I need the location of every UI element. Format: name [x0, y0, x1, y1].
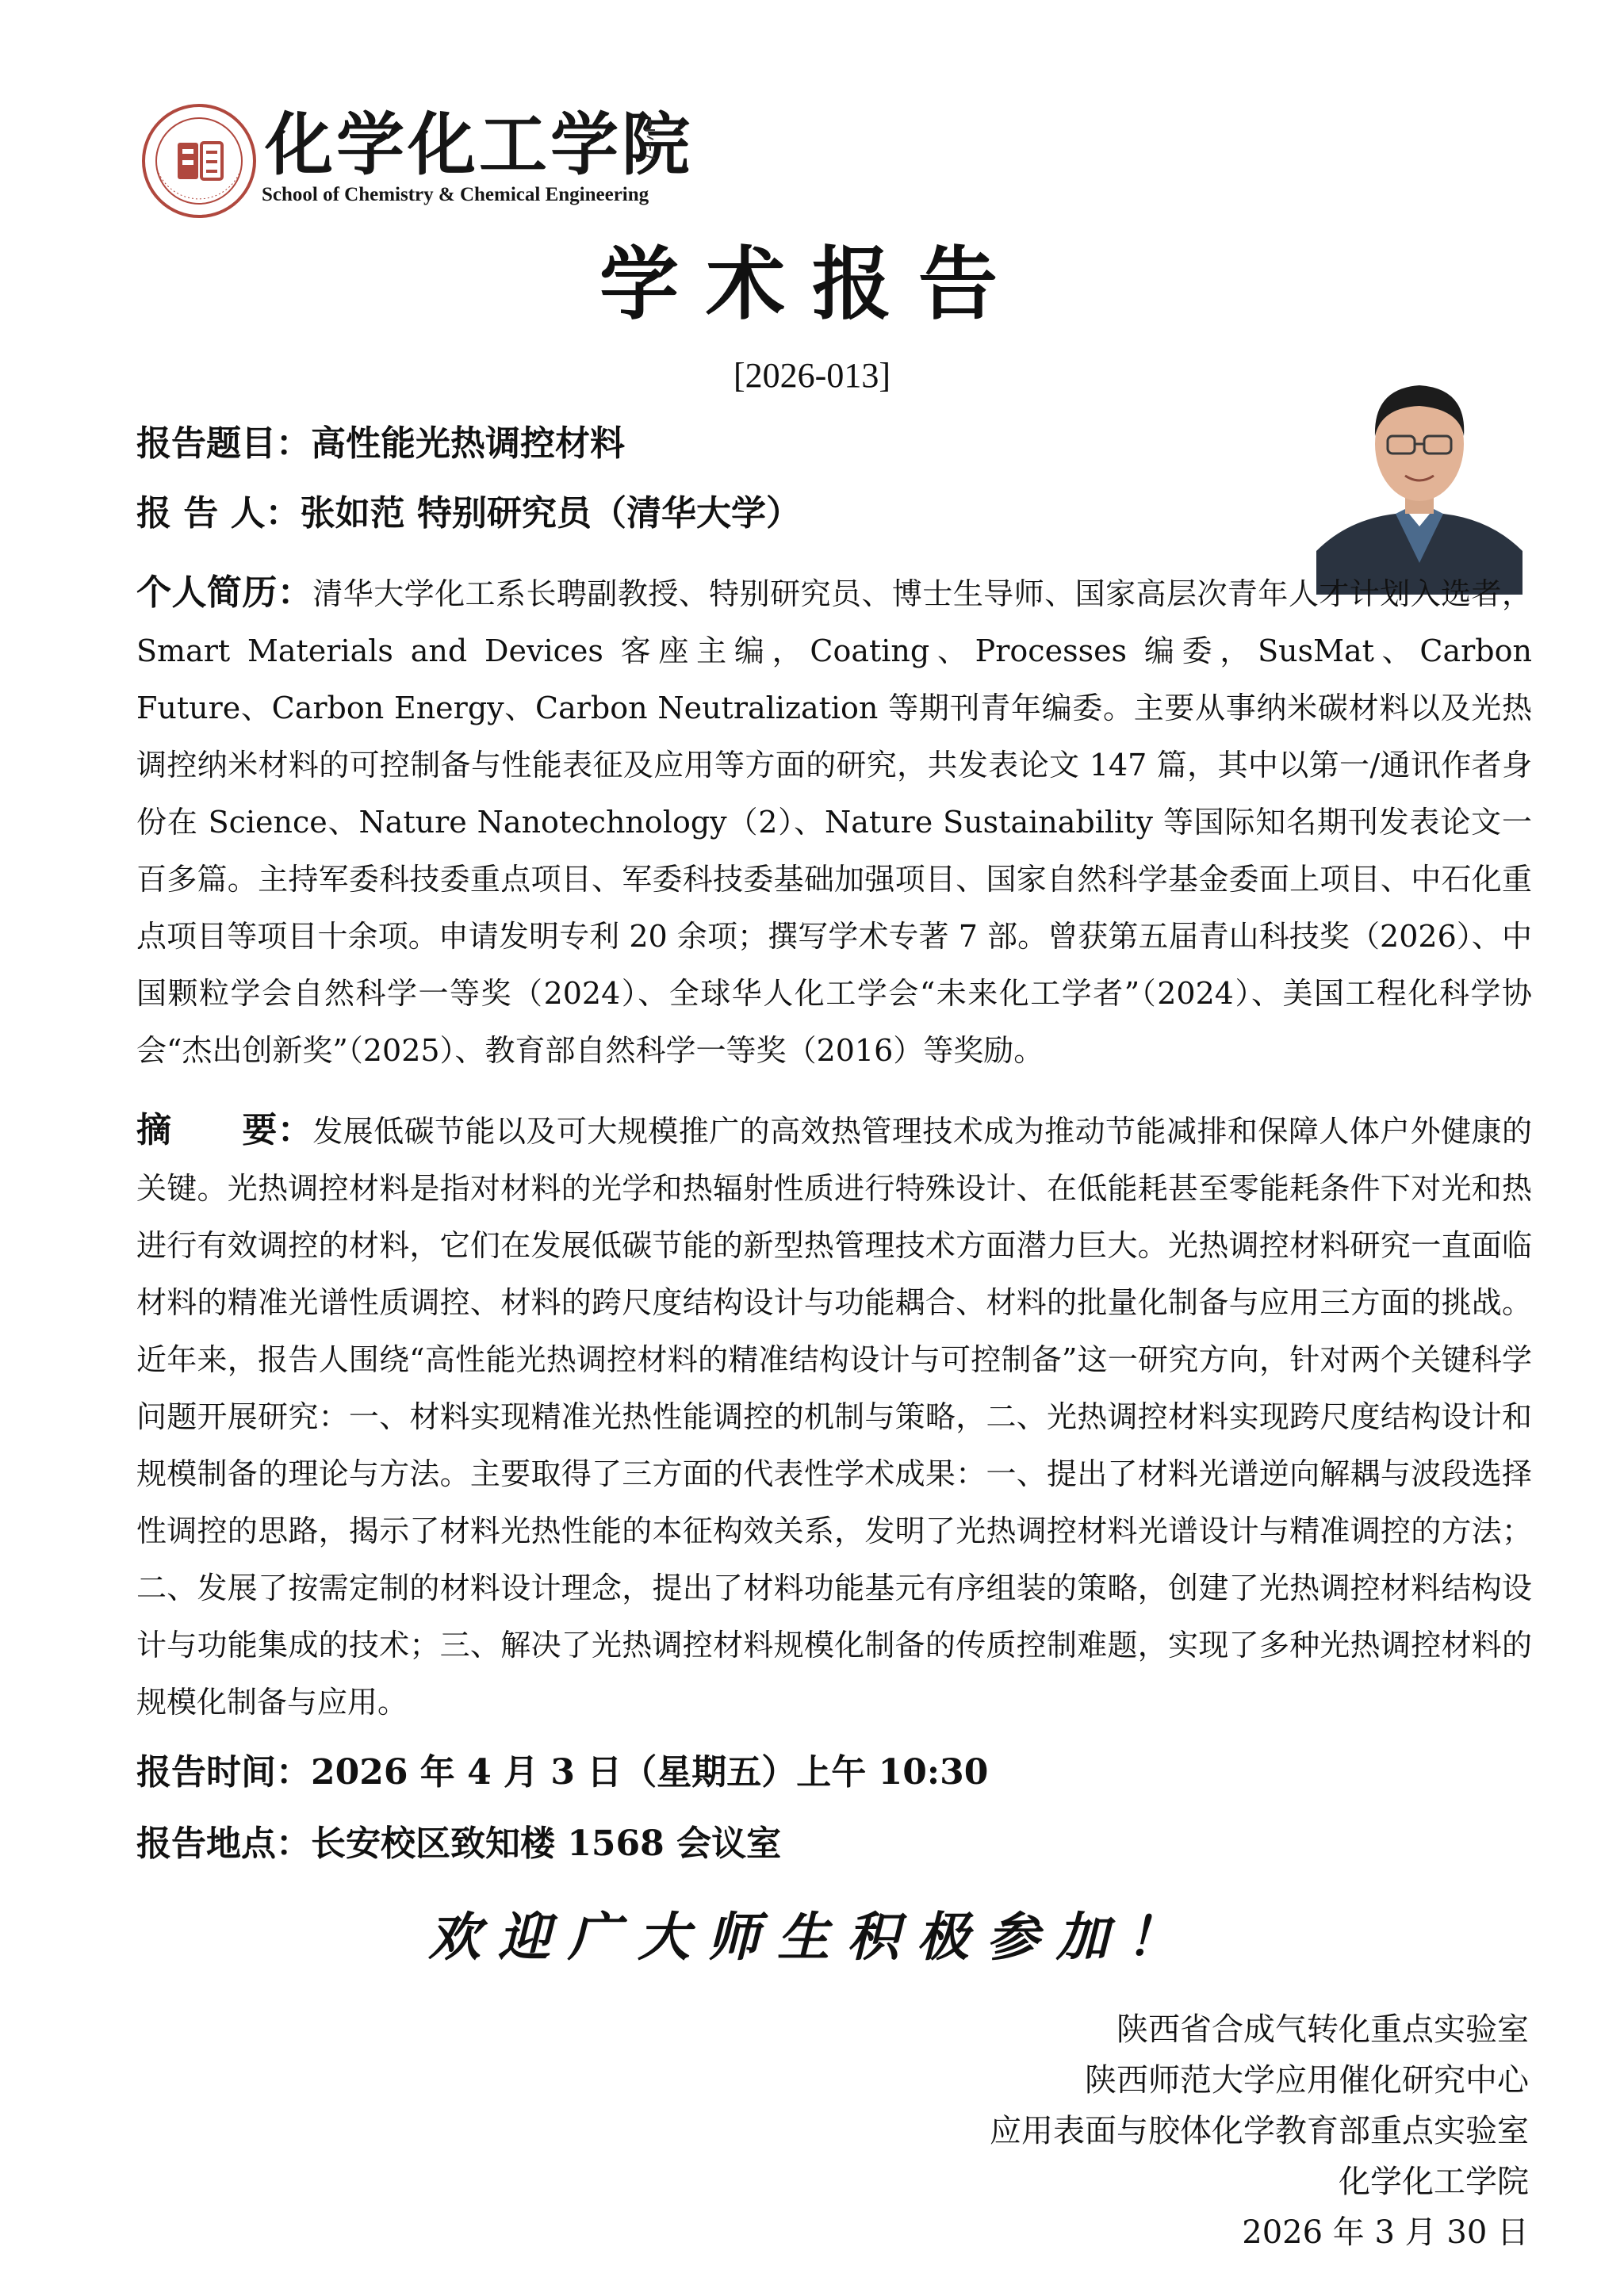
organizer-4: 化学化工学院: [1339, 2164, 1529, 2200]
report-place: [136, 1820, 781, 1868]
report-time-label: 报告时间：: [136, 1752, 311, 1793]
page-title: 学术报告: [599, 237, 1025, 331]
calligraphy-signature-icon: [641, 116, 660, 163]
speaker-value: 张如范 特别研究员（清华大学）: [300, 493, 801, 534]
document-number: [2026-013]: [733, 356, 891, 395]
welcome-slogan: 欢迎广大师生积极参加！: [428, 1906, 1196, 1968]
abstract-text: 发展低碳节能以及可大规模推广的高效热管理技术成为推动节能减排和保障人体户外健康的关键。光热调控材料是指对材料的光学和热辐射性质进行特殊设计、在低能耗甚至零能耗条件下对光和热进行有效调控的材料，它们在发展低碳节能的新型热管理技术方面潜力巨大。光热调控材料研究一直面临材料的精准光谱性质调控、材料的跨尺度结构设计与功能耦合、材料的批量化制备与应用三方面的挑战。近年来，报告人围绕“高性能光热调控材料的精准结构设计与可控制备”这一研究方向，针对两个关键科学问题开展研究：一、材料实现精准光热性能调控的机制与策略，二、光热调控材料实现跨尺度结构设计和规模制备的理论与方法。主要取得了三方面的代表性学术成果：一、提出了材料光谱逆向解耦与波段选择性调控的思路，揭示了材料光热性能的本征构效关系，发明了光热调控材料光谱设计与精准调控的方法；二、发展了按需定制的材料设计理念，提出了材料功能基元有序组装的策略，创建了光热调控材料结构设计与功能集成的技术；三、解决了光热调控材料规模化制备的传质控制难题，实现了多种光热调控材料的规模化制备与应用。: [136, 1114, 1532, 1720]
organizer-3: 应用表面与胶体化学教育部重点实验室: [990, 2113, 1529, 2149]
report-topic-label: 报告题目：: [136, 423, 311, 464]
report-place-label: 报告地点：: [136, 1823, 311, 1864]
speaker-bio: [136, 564, 1532, 1079]
school-name-chinese: 化学化工学院: [265, 105, 693, 185]
report-time-value: 2026 年 4 月 3 日（星期五）上午 10:30: [311, 1752, 989, 1793]
bio-label: 个人简历：: [136, 572, 313, 613]
issue-date: 2026 年 3 月 30 日: [1242, 2214, 1529, 2251]
report-place-value: 长安校区致知楼 1568 会议室: [311, 1823, 782, 1864]
report-topic: [136, 420, 625, 468]
school-name-english: School of Chemistry & Chemical Engineering: [262, 184, 649, 205]
abstract-label: 摘 要：: [136, 1110, 313, 1150]
school-seal-logo: [140, 101, 259, 220]
bio-text: 清华大学化工系长聘副教授、特别研究员、博士生导师、国家高层次青年人才计划入选者，Smart Materials and Devices 客座主编，Coating、Processes 编委，SusMat、Carbon Future、Carbon Energy、Carbon Neutralization 等期刊青年编委。主要从事纳米碳材料以及光热调控纳米材料的可控制备与性能表征及应用等方面的研究，共发表论文 147 篇，其中以第一/通讯作者身份在 Science、Nature Nanotechnology（2）、Nature Sustainability 等国际知名期刊发表论文一百多篇。主持军委科技委重点项目、军委科技委基础加强项目、国家自然科学基金委面上项目、中石化重点项目等项目十余项。申请发明专利 20 余项；撰写学术专著 7 部。曾获第五届青山科技奖（2026）、中国颗粒学会自然科学一等奖（2024）、全球华人化工学会“未来化工学者”（2024）、美国工程化科学协会“杰出创新奖”（2025）、教育部自然科学一等奖（2016）等奖励。: [136, 576, 1532, 1068]
speaker-photo: [1316, 357, 1522, 595]
report-topic-value: 高性能光热调控材料: [311, 423, 625, 464]
organizer-1: 陕西省合成气转化重点实验室: [1116, 2011, 1529, 2048]
organizer-2: 陕西师范大学应用催化研究中心: [1085, 2062, 1529, 2099]
speaker-info: [136, 490, 801, 538]
report-time: [136, 1749, 988, 1797]
abstract: [136, 1102, 1532, 1731]
speaker-label: 报 告 人：: [136, 493, 301, 534]
